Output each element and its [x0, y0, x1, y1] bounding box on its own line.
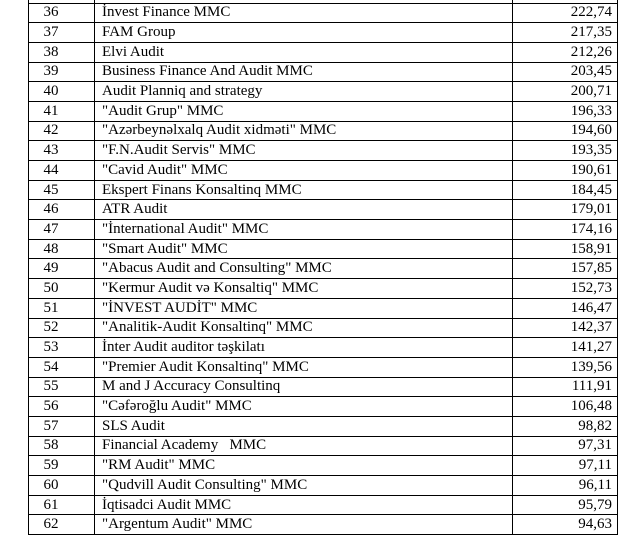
value-cell: 95,79: [513, 495, 618, 515]
table-row: [29, 515, 618, 535]
company-name-cell: "F.N.Audit Servis" MMC: [95, 141, 513, 161]
company-name-cell: "Cəfəroğlu Audit" MMC: [95, 397, 513, 417]
value-cell: 212,26: [513, 42, 618, 62]
value-cell: 190,61: [513, 161, 618, 181]
rank-cell: 38: [29, 42, 95, 62]
value-cell: 217,35: [513, 23, 618, 43]
table-row: [29, 495, 618, 515]
company-name-cell: "RM Audit" MMC: [95, 456, 513, 476]
value-cell: 203,45: [513, 62, 618, 82]
value-cell: 174,16: [513, 220, 618, 240]
company-name-cell: Business Finance And Audit MMC: [95, 62, 513, 82]
table-row: [29, 436, 618, 456]
rank-cell: 58: [29, 436, 95, 456]
company-name-cell: İnvest Finance MMC: [95, 3, 513, 23]
rank-cell: 37: [29, 23, 95, 43]
value-cell: 96,11: [513, 476, 618, 496]
rank-cell: 39: [29, 62, 95, 82]
company-name-cell: Financial Academy MMC: [95, 436, 513, 456]
table-row: [29, 3, 618, 23]
rank-cell: 51: [29, 298, 95, 318]
table-row: [29, 338, 618, 358]
value-cell: 194,60: [513, 121, 618, 141]
table-row: [29, 161, 618, 181]
value-cell: 111,91: [513, 377, 618, 397]
table-row: [29, 121, 618, 141]
rank-cell: 60: [29, 476, 95, 496]
company-name-cell: "Argentum Audit" MMC: [95, 515, 513, 535]
table-row: [29, 141, 618, 161]
company-name-cell: "Smart Audit" MMC: [95, 239, 513, 259]
company-name-cell: Elvi Audit: [95, 42, 513, 62]
value-cell: 193,35: [513, 141, 618, 161]
rank-cell: 41: [29, 101, 95, 121]
company-name-cell: Audit Planniq and strategy: [95, 82, 513, 102]
table-row: [29, 377, 618, 397]
table-row: [29, 101, 618, 121]
value-cell: 152,73: [513, 279, 618, 299]
rank-cell: 62: [29, 515, 95, 535]
table-row: [29, 259, 618, 279]
company-name-cell: SLS Audit: [95, 416, 513, 436]
table-row: [29, 397, 618, 417]
company-name-cell: İqtisadci Audit MMC: [95, 495, 513, 515]
rank-cell: 42: [29, 121, 95, 141]
table-row: [29, 456, 618, 476]
value-cell: 94,63: [513, 515, 618, 535]
rank-cell: 49: [29, 259, 95, 279]
rank-cell: 47: [29, 220, 95, 240]
rank-cell: 50: [29, 279, 95, 299]
value-cell: 139,56: [513, 357, 618, 377]
value-cell: 179,01: [513, 200, 618, 220]
table-row: [29, 357, 618, 377]
company-name-cell: M and J Accuracy Consultinq: [95, 377, 513, 397]
value-cell: 184,45: [513, 180, 618, 200]
company-name-cell: "Premier Audit Konsaltinq" MMC: [95, 357, 513, 377]
value-cell: 106,48: [513, 397, 618, 417]
company-name-cell: "Cavid Audit" MMC: [95, 161, 513, 181]
value-cell: 97,31: [513, 436, 618, 456]
audit-ranking-table: [28, 0, 618, 535]
company-name-cell: "İnternational Audit" MMC: [95, 220, 513, 240]
rank-cell: 36: [29, 3, 95, 23]
value-cell: 97,11: [513, 456, 618, 476]
company-name-cell: "Abacus Audit and Consulting" MMC: [95, 259, 513, 279]
rank-cell: 44: [29, 161, 95, 181]
company-name-cell: ATR Audit: [95, 200, 513, 220]
company-name-cell: "Kermur Audit və Konsaltiq" MMC: [95, 279, 513, 299]
table-row: [29, 476, 618, 496]
rank-cell: 45: [29, 180, 95, 200]
table-row: [29, 279, 618, 299]
value-cell: 222,74: [513, 3, 618, 23]
value-cell: 196,33: [513, 101, 618, 121]
table-row: [29, 200, 618, 220]
rank-cell: 46: [29, 200, 95, 220]
rank-cell: 43: [29, 141, 95, 161]
rank-cell: 54: [29, 357, 95, 377]
table-row: [29, 23, 618, 43]
table-row: [29, 298, 618, 318]
company-name-cell: Ekspert Finans Konsaltinq MMC: [95, 180, 513, 200]
company-name-cell: "Analitik-Audit Konsaltinq" MMC: [95, 318, 513, 338]
company-name-cell: "Azərbeynəlxalq Audit xidməti" MMC: [95, 121, 513, 141]
value-cell: 98,82: [513, 416, 618, 436]
table-row: [29, 62, 618, 82]
table-row: [29, 42, 618, 62]
table-row: [29, 416, 618, 436]
table-row: [29, 318, 618, 338]
company-name-cell: FAM Group: [95, 23, 513, 43]
rank-cell: 55: [29, 377, 95, 397]
table-row: [29, 239, 618, 259]
value-cell: 141,27: [513, 338, 618, 358]
table-row: [29, 82, 618, 102]
rank-cell: 40: [29, 82, 95, 102]
rank-cell: 52: [29, 318, 95, 338]
company-name-cell: "İNVEST AUDİT" MMC: [95, 298, 513, 318]
rank-cell: 59: [29, 456, 95, 476]
rank-cell: 57: [29, 416, 95, 436]
company-name-cell: İnter Audit auditor təşkilatı: [95, 338, 513, 358]
value-cell: 158,91: [513, 239, 618, 259]
value-cell: 200,71: [513, 82, 618, 102]
value-cell: 157,85: [513, 259, 618, 279]
value-cell: 146,47: [513, 298, 618, 318]
rank-cell: 53: [29, 338, 95, 358]
table-row: [29, 220, 618, 240]
table-row: [29, 180, 618, 200]
rank-cell: 56: [29, 397, 95, 417]
rank-cell: 61: [29, 495, 95, 515]
rank-cell: 48: [29, 239, 95, 259]
company-name-cell: "Qudvill Audit Consulting" MMC: [95, 476, 513, 496]
company-name-cell: "Audit Grup" MMC: [95, 101, 513, 121]
value-cell: 142,37: [513, 318, 618, 338]
